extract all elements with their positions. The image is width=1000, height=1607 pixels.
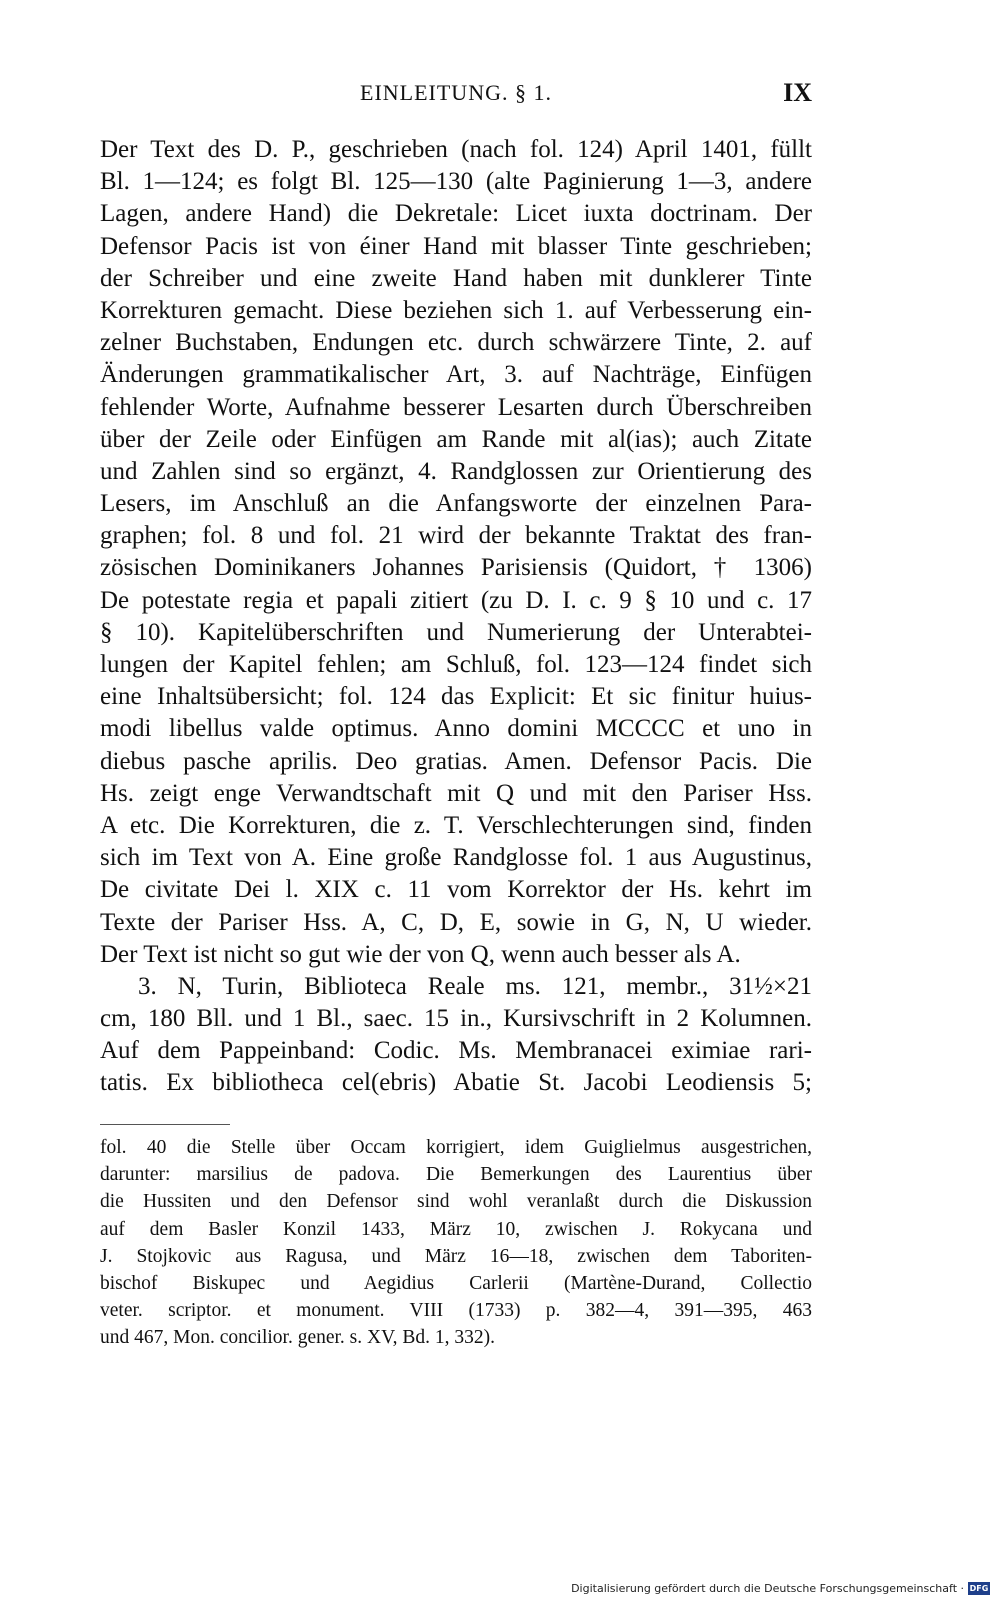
text-line: Korrekturen gemacht. Diese beziehen sich 1. auf Verbesserung ein- <box>100 296 812 324</box>
text-line: modi libellus valde optimus. Anno domini MCCCC et uno in <box>100 715 812 743</box>
text-line: eine Inhaltsübersicht; fol. 124 das Explicit: Et sic finitur huius- <box>100 683 812 711</box>
footnote-line: bischof Biskupec und Aegidius Carlerii (Martène-Durand, Collectio <box>100 1272 812 1294</box>
text-line: A etc. Die Korrekturen, die z. T. Verschlechterungen sind, finden <box>100 811 812 839</box>
text-line: graphen; fol. 8 und fol. 21 wird der bekannte Traktat des fran- <box>100 522 812 550</box>
dfg-logo-icon: DFG <box>969 1584 989 1593</box>
text-line: Hs. zeigt enge Verwandtschaft mit Q und mit den Pariser Hss. <box>100 779 812 807</box>
text-line: Bl. 1—124; es folgt Bl. 125—130 (alte Paginierung 1—3, andere <box>100 168 812 196</box>
text-line: De potestate regia et papali zitiert (zu D. I. c. 9 § 10 und c. 17 <box>100 586 812 614</box>
text-line: über der Zeile oder Einfügen am Rande mit al(ias); auch Zitate <box>100 425 812 453</box>
footnote-line: die Hussiten und den Defensor sind wohl veranlaßt durch die Diskussion <box>100 1191 812 1213</box>
footnote-line: J. Stojkovic aus Ragusa, und März 16—18, zwischen dem Taboriten- <box>100 1245 812 1267</box>
main-text <box>100 134 812 1100</box>
text-line: Änderungen grammatikalischer Art, 3. auf Nachträge, Einfügen <box>100 361 812 389</box>
footnote-line: veter. scriptor. et monument. VIII (1733) p. 382—4, 391—395, 463 <box>100 1300 812 1322</box>
page-number: IX <box>783 78 812 107</box>
text-line: Der Text ist nicht so gut wie der von Q, wenn auch besser als A. <box>100 940 741 968</box>
text-line: Auf dem Pappeinband: Codic. Ms. Membranacei eximiae rari- <box>100 1037 812 1065</box>
footnote-line: fol. 40 die Stelle über Occam korrigiert, idem Guiglielmus ausgestrichen, <box>100 1137 812 1158</box>
footnote-rule <box>100 1124 230 1125</box>
watermark-text: Digitalisierung gefördert durch die Deutsche Forschungsgemeinschaft · <box>571 1582 964 1595</box>
footnotes <box>100 1134 812 1352</box>
text-line: diebus pasche aprilis. Deo gratias. Amen. Defensor Pacis. Die <box>100 747 812 775</box>
text-line: § 10). Kapitelüberschriften und Numerierung der Unterabtei- <box>100 618 812 646</box>
running-head <box>100 76 812 116</box>
footnote-line: darunter: marsilius de padova. Die Bemerkungen des Laurentius über <box>100 1164 812 1186</box>
footnote-line: und 467, Mon. concilior. gener. s. XV, Bd. 1, 332). <box>100 1327 496 1349</box>
text-line: lungen der Kapitel fehlen; am Schluß, fol. 123—124 findet sich <box>100 651 812 678</box>
text-line: De civitate Dei l. XIX c. 11 vom Korrektor der Hs. kehrt im <box>100 876 812 904</box>
text-line: zösischen Dominikaners Johannes Parisiensis (Quidort, † 1306) <box>100 554 812 582</box>
text-line: der Schreiber und eine zweite Hand haben mit dunklerer Tinte <box>100 264 812 292</box>
text-line: cm, 180 Bll. und 1 Bl., saec. 15 in., Kursivschrift in 2 Kolumnen. <box>100 1005 812 1033</box>
text-line: zelner Buchstaben, Endungen etc. durch schwärzere Tinte, 2. auf <box>100 329 812 357</box>
text-line: Defensor Pacis ist von éiner Hand mit blasser Tinte geschrieben; <box>100 232 812 260</box>
text-line: 3. N, Turin, Biblioteca Reale ms. 121, membr., 31½×21 <box>138 972 812 1000</box>
digitization-watermark <box>571 1582 990 1595</box>
text-line: Texte der Pariser Hss. A, C, D, E, sowie in G, N, U wieder. <box>100 908 812 936</box>
running-head-title: EINLEITUNG. § 1. <box>360 80 552 105</box>
text-line: fehlender Worte, Aufnahme besserer Lesarten durch Überschreiben <box>100 393 812 421</box>
footnote-line: auf dem Basler Konzil 1433, März 10, zwischen J. Rokycana und <box>100 1218 812 1240</box>
text-line: Der Text des D. P., geschrieben (nach fol. 124) April 1401, füllt <box>100 136 812 163</box>
text-line: sich im Text von A. Eine große Randglosse fol. 1 aus Augustinus, <box>100 844 812 872</box>
text-line: Lagen, andere Hand) die Dekretale: Licet iuxta doctrinam. Der <box>100 200 812 228</box>
text-line: und Zahlen sind so ergänzt, 4. Randglossen zur Orientierung des <box>100 457 812 485</box>
text-line: tatis. Ex bibliotheca cel(ebris) Abatie St. Jacobi Leodiensis 5; <box>100 1069 812 1097</box>
text-line: Lesers, im Anschluß an die Anfangsworte der einzelnen Para- <box>100 490 812 518</box>
